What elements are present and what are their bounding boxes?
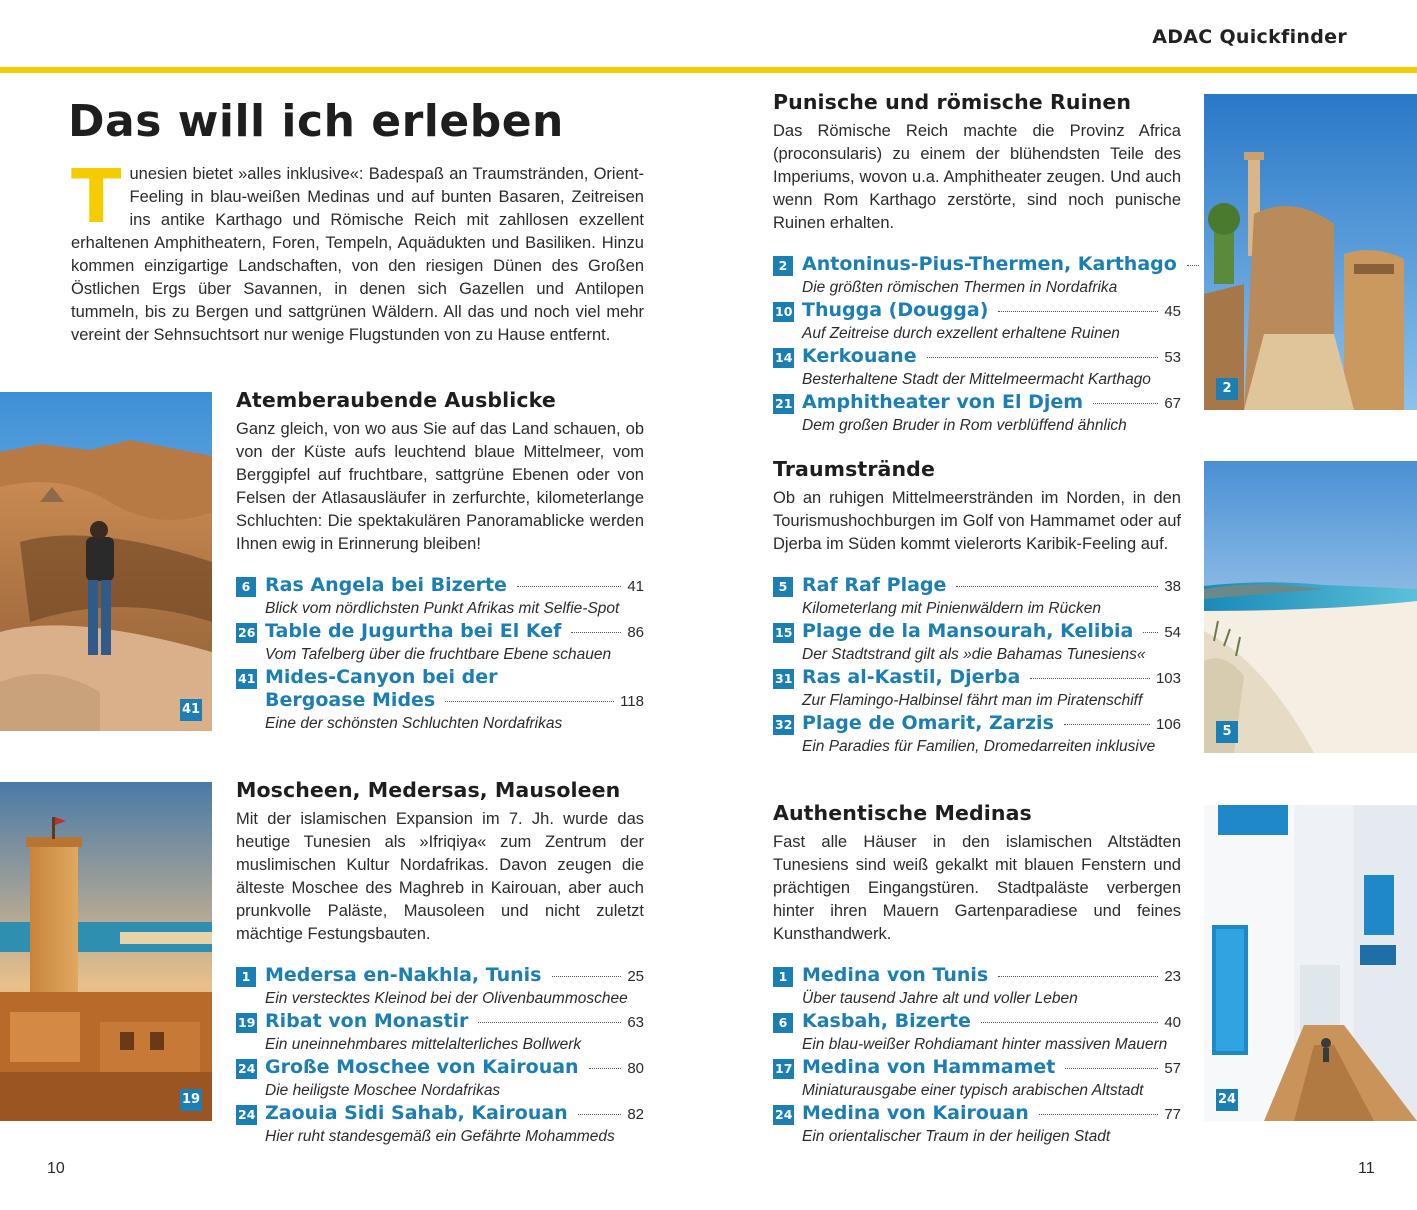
entry-list xyxy=(236,574,644,735)
page-title: Das will ich erleben xyxy=(68,96,564,147)
dot-leader xyxy=(1039,1114,1159,1115)
page-reference: 82 xyxy=(627,1106,644,1123)
section-heading: Traumstrände xyxy=(773,457,935,481)
poi-link[interactable]: Raf Raf Plage xyxy=(802,574,947,596)
page-reference: 57 xyxy=(1164,1060,1181,1077)
poi-number-badge: 41 xyxy=(236,669,257,689)
dot-leader xyxy=(517,586,621,587)
poi-number-badge: 6 xyxy=(236,577,256,597)
poi-number-badge: 32 xyxy=(773,715,794,735)
section-description: Ganz gleich, von wo aus Sie auf das Land schauen, ob von der Küste aufs leuchtend blaue Mittelmeer, vom Berggipfel auf fruchtbare, sattgrüne Ebenen oder von Felsen der Atlasausläufer in zerfurchte, kilometerlange Schluchten: Die spektakulären Panoramablicke werden Ihnen ewig in Erinnerung bleiben! xyxy=(236,420,644,553)
poi-subtitle: Über tausend Jahre alt und voller Leben xyxy=(802,990,1078,1007)
photo-badge: 5 xyxy=(1216,721,1238,743)
intro-text: unesien bietet »alles inklusive«: Badespaß an Traumstränden, Orient-Feeling in blau-weißen Medinas und auf bunten Basaren, Zeitreisen ins antike Karthago und Römische Reich mit zahllosen exzellent erhaltenen Amphitheatern, Foren, Tempeln, Aquädukten und Basiliken. Hinzu kommen einzigartige Landschaften, von den riesigen Dünen des Großen Östlichen Ergs über Savannen, in denen sich Gazellen und Antilopen tummeln, bis zu Bergen und sattgrünen Wäldern. All das und noch viel mehr vereint der Sehnsuchtsort nur wenige Flugstunden von zu Hause entfernt. xyxy=(71,165,644,344)
poi-link[interactable]: Plage de Omarit, Zarzis xyxy=(802,712,1054,734)
page-reference: 106 xyxy=(1155,716,1181,733)
poi-link[interactable]: Ras al-Kastil, Djerba xyxy=(802,666,1021,688)
dot-leader xyxy=(578,1114,622,1115)
list-item[interactable] xyxy=(773,1010,1181,1056)
dot-leader xyxy=(478,1022,621,1023)
list-item[interactable] xyxy=(236,1102,644,1148)
section-description: Mit der islamischen Expansion im 7. Jh. wurde das heutige Tunesien als »Ifriqiya« zum Zentrum der muslimischen Kultur Nordafrikas. Davon zeugen die älteste Moschee des Maghreb in Kairouan, aber auch prunkvolle Paläste, Mausoleen und nicht zuletzt mächtige Festungsbauten. xyxy=(236,810,644,943)
dot-leader xyxy=(1093,403,1158,404)
section-description: Fast alle Häuser in den islamischen Altstädten Tunesiens sind weiß gekalkt mit blauen Fenstern und prächtigen Eingangstüren. Stadtpaläste verbergen hinter ihren Mauern Gartenparadiese und feines Kunsthandwerk. xyxy=(773,833,1181,943)
page-reference: 103 xyxy=(1155,670,1181,687)
poi-link[interactable]: Kerkouane xyxy=(802,345,917,367)
entry-list xyxy=(236,964,644,1148)
photo-badge: 41 xyxy=(180,699,202,721)
poi-subtitle: Miniaturausgabe einer typisch arabischen Altstadt xyxy=(802,1082,1144,1099)
section-heading: Moscheen, Medersas, Mausoleen xyxy=(236,778,621,802)
poi-number-badge: 10 xyxy=(773,302,794,322)
dot-leader xyxy=(956,586,1158,587)
section-ruinen xyxy=(773,90,1181,437)
poi-subtitle: Die heiligste Moschee Nordafrikas xyxy=(265,1082,501,1099)
list-item[interactable] xyxy=(773,712,1181,758)
dot-leader xyxy=(1064,724,1150,725)
poi-number-badge: 19 xyxy=(236,1013,257,1033)
list-item[interactable] xyxy=(236,964,644,1010)
poi-subtitle: Ein Paradies für Familien, Dromedarreiten inklusive xyxy=(802,738,1156,755)
page-reference: 86 xyxy=(627,624,644,641)
poi-link[interactable]: Thugga (Dougga) xyxy=(802,299,989,321)
dot-leader xyxy=(998,311,1158,312)
section-straende xyxy=(773,457,1181,758)
list-item[interactable] xyxy=(236,1056,644,1102)
poi-link[interactable]: Ribat von Monastir xyxy=(265,1010,469,1032)
poi-link[interactable]: Große Moschee von Kairouan xyxy=(265,1056,579,1078)
page-reference: 23 xyxy=(1164,968,1181,985)
poi-number-badge: 17 xyxy=(773,1059,794,1079)
page-reference: 118 xyxy=(620,693,644,710)
page-reference: 45 xyxy=(1164,303,1181,320)
entry-list xyxy=(773,253,1181,437)
page-number-right: 11 xyxy=(1358,1160,1375,1177)
poi-link[interactable]: Ras Angela bei Bizerte xyxy=(265,574,507,596)
section-heading: Atemberaubende Ausblicke xyxy=(236,388,556,412)
poi-subtitle: Zur Flamingo-Halbinsel fährt man im Piratenschiff xyxy=(802,692,1143,709)
list-item[interactable] xyxy=(773,1056,1181,1102)
poi-number-badge: 5 xyxy=(773,577,793,597)
poi-subtitle: Besterhaltene Stadt der Mittelmeermacht Karthago xyxy=(802,371,1151,388)
poi-link[interactable]: Medina von Tunis xyxy=(802,964,989,986)
page-reference: 38 xyxy=(1164,578,1181,595)
list-item[interactable] xyxy=(236,620,644,666)
poi-subtitle: Ein verstecktes Kleinod bei der Olivenbaummoschee xyxy=(265,990,628,1007)
poi-subtitle: Ein orientalischer Traum in der heiligen Stadt xyxy=(802,1128,1111,1145)
poi-subtitle: Hier ruht standesgemäß ein Gefährte Mohammeds xyxy=(265,1128,615,1145)
list-item[interactable] xyxy=(773,1102,1181,1148)
poi-link[interactable]: Mides-Canyon bei der xyxy=(265,666,498,688)
photo-thermen xyxy=(1204,94,1417,410)
poi-link[interactable]: Medersa en-Nakhla, Tunis xyxy=(265,964,542,986)
poi-link[interactable]: Zaouia Sidi Sahab, Kairouan xyxy=(265,1102,568,1124)
poi-subtitle: Dem großen Bruder in Rom verblüffend ähnlich xyxy=(802,417,1127,434)
dot-leader xyxy=(552,976,622,977)
poi-number-badge: 15 xyxy=(773,623,794,643)
photo-ribat xyxy=(0,782,212,1121)
poi-subtitle: Die größten römischen Thermen in Nordafrika xyxy=(802,279,1118,296)
poi-subtitle: Vom Tafelberg über die fruchtbare Ebene schauen xyxy=(265,646,612,663)
list-item[interactable] xyxy=(773,666,1181,712)
page-reference: 77 xyxy=(1164,1106,1181,1123)
section-description: Das Römische Reich machte die Provinz Africa (proconsularis) zu einem der blühendsten Teile des Imperiums, wovon u.a. Amphitheater zeugen. Und auch wenn Rom Karthago zerstörte, sind noch punische Ruinen erhalten. xyxy=(773,122,1181,232)
poi-subtitle: Blick vom nördlichsten Punkt Afrikas mit Selfie-Spot xyxy=(265,600,620,617)
dot-leader xyxy=(927,357,1159,358)
poi-subtitle: Kilometerlang mit Pinienwäldern im Rücken xyxy=(802,600,1101,617)
list-item[interactable] xyxy=(773,299,1181,345)
section-heading: Authentische Medinas xyxy=(773,801,1032,825)
photo-badge: 19 xyxy=(180,1089,202,1111)
photo-badge: 24 xyxy=(1216,1089,1238,1111)
poi-link[interactable]: Table de Jugurtha bei El Kef xyxy=(265,620,562,642)
poi-link[interactable]: Kasbah, Bizerte xyxy=(802,1010,971,1032)
list-item[interactable] xyxy=(236,574,644,620)
section-heading: Punische und römische Ruinen xyxy=(773,90,1132,114)
dot-leader xyxy=(445,701,614,702)
section-moscheen xyxy=(236,778,644,1148)
dot-leader xyxy=(1187,265,1199,266)
poi-link[interactable]: Amphitheater von El Djem xyxy=(802,391,1084,413)
entry-list xyxy=(773,964,1181,1148)
section-ausblicke xyxy=(236,388,644,735)
page-reference: 54 xyxy=(1164,624,1181,641)
poi-subtitle: Eine der schönsten Schluchten Nordafrikas xyxy=(265,715,563,732)
photo-badge: 2 xyxy=(1216,378,1238,400)
poi-number-badge: 24 xyxy=(236,1059,257,1079)
photo-medina xyxy=(1204,805,1417,1121)
list-item[interactable] xyxy=(773,253,1181,299)
list-item[interactable] xyxy=(773,574,1181,620)
poi-subtitle: Ein blau-weißer Rohdiamant hinter massiven Mauern xyxy=(802,1036,1168,1053)
poi-link[interactable]: Plage de la Mansourah, Kelibia xyxy=(802,620,1134,642)
poi-subtitle: Der Stadtstrand gilt als »die Bahamas Tunesiens« xyxy=(802,646,1146,663)
poi-link[interactable]: Medina von Kairouan xyxy=(802,1102,1029,1124)
poi-link[interactable]: Medina von Hammamet xyxy=(802,1056,1056,1078)
poi-number-badge: 1 xyxy=(236,967,256,987)
intro-paragraph xyxy=(71,154,644,347)
dot-leader xyxy=(998,976,1158,977)
dot-leader xyxy=(589,1068,622,1069)
poi-number-badge: 2 xyxy=(773,256,793,276)
dot-leader xyxy=(1065,1068,1158,1069)
poi-number-badge: 1 xyxy=(773,967,793,987)
poi-number-badge: 26 xyxy=(236,623,257,643)
dot-leader xyxy=(1143,632,1158,633)
poi-number-badge: 6 xyxy=(773,1013,793,1033)
photo-canyon xyxy=(0,392,212,731)
section-description: Ob an ruhigen Mittelmeerstränden im Norden, in den Tourismushochburgen im Golf von Hammamet oder auf Djerba im Süden kommt vielerorts Karibik-Feeling auf. xyxy=(773,489,1181,553)
list-item[interactable] xyxy=(773,620,1181,666)
poi-number-badge: 31 xyxy=(773,669,794,689)
dot-leader xyxy=(981,1022,1158,1023)
list-item[interactable] xyxy=(773,345,1181,391)
page-reference: 80 xyxy=(627,1060,644,1077)
page-reference: 41 xyxy=(627,578,644,595)
list-item[interactable] xyxy=(236,666,644,735)
poi-number-badge: 14 xyxy=(773,348,794,368)
page-number-left: 10 xyxy=(47,1160,65,1177)
poi-link[interactable]: Antoninus-Pius-Thermen, Karthago xyxy=(802,253,1177,275)
list-item[interactable] xyxy=(773,964,1181,1010)
running-header: ADAC Quickfinder xyxy=(1152,26,1347,48)
poi-subtitle: Ein uneinnehmbares mittelalterliches Bollwerk xyxy=(265,1036,582,1053)
page-reference: 63 xyxy=(627,1014,644,1031)
page-reference: 25 xyxy=(627,968,644,985)
entry-list xyxy=(773,574,1181,758)
poi-number-badge: 24 xyxy=(773,1105,794,1125)
photo-beach xyxy=(1204,461,1417,753)
list-item[interactable] xyxy=(773,391,1181,437)
poi-link-continued[interactable]: Bergoase Mides xyxy=(265,689,436,711)
dot-leader xyxy=(571,632,621,633)
poi-subtitle: Auf Zeitreise durch exzellent erhaltene Ruinen xyxy=(802,325,1120,342)
drop-cap: T xyxy=(71,154,122,240)
poi-number-badge: 21 xyxy=(773,394,794,414)
page-reference: 53 xyxy=(1164,349,1181,366)
page-reference: 67 xyxy=(1164,395,1181,412)
section-medinas xyxy=(773,801,1181,1148)
page-reference: 40 xyxy=(1164,1014,1181,1031)
header-rule xyxy=(0,67,1417,73)
dot-leader xyxy=(1030,678,1150,679)
poi-number-badge: 24 xyxy=(236,1105,257,1125)
list-item[interactable] xyxy=(236,1010,644,1056)
